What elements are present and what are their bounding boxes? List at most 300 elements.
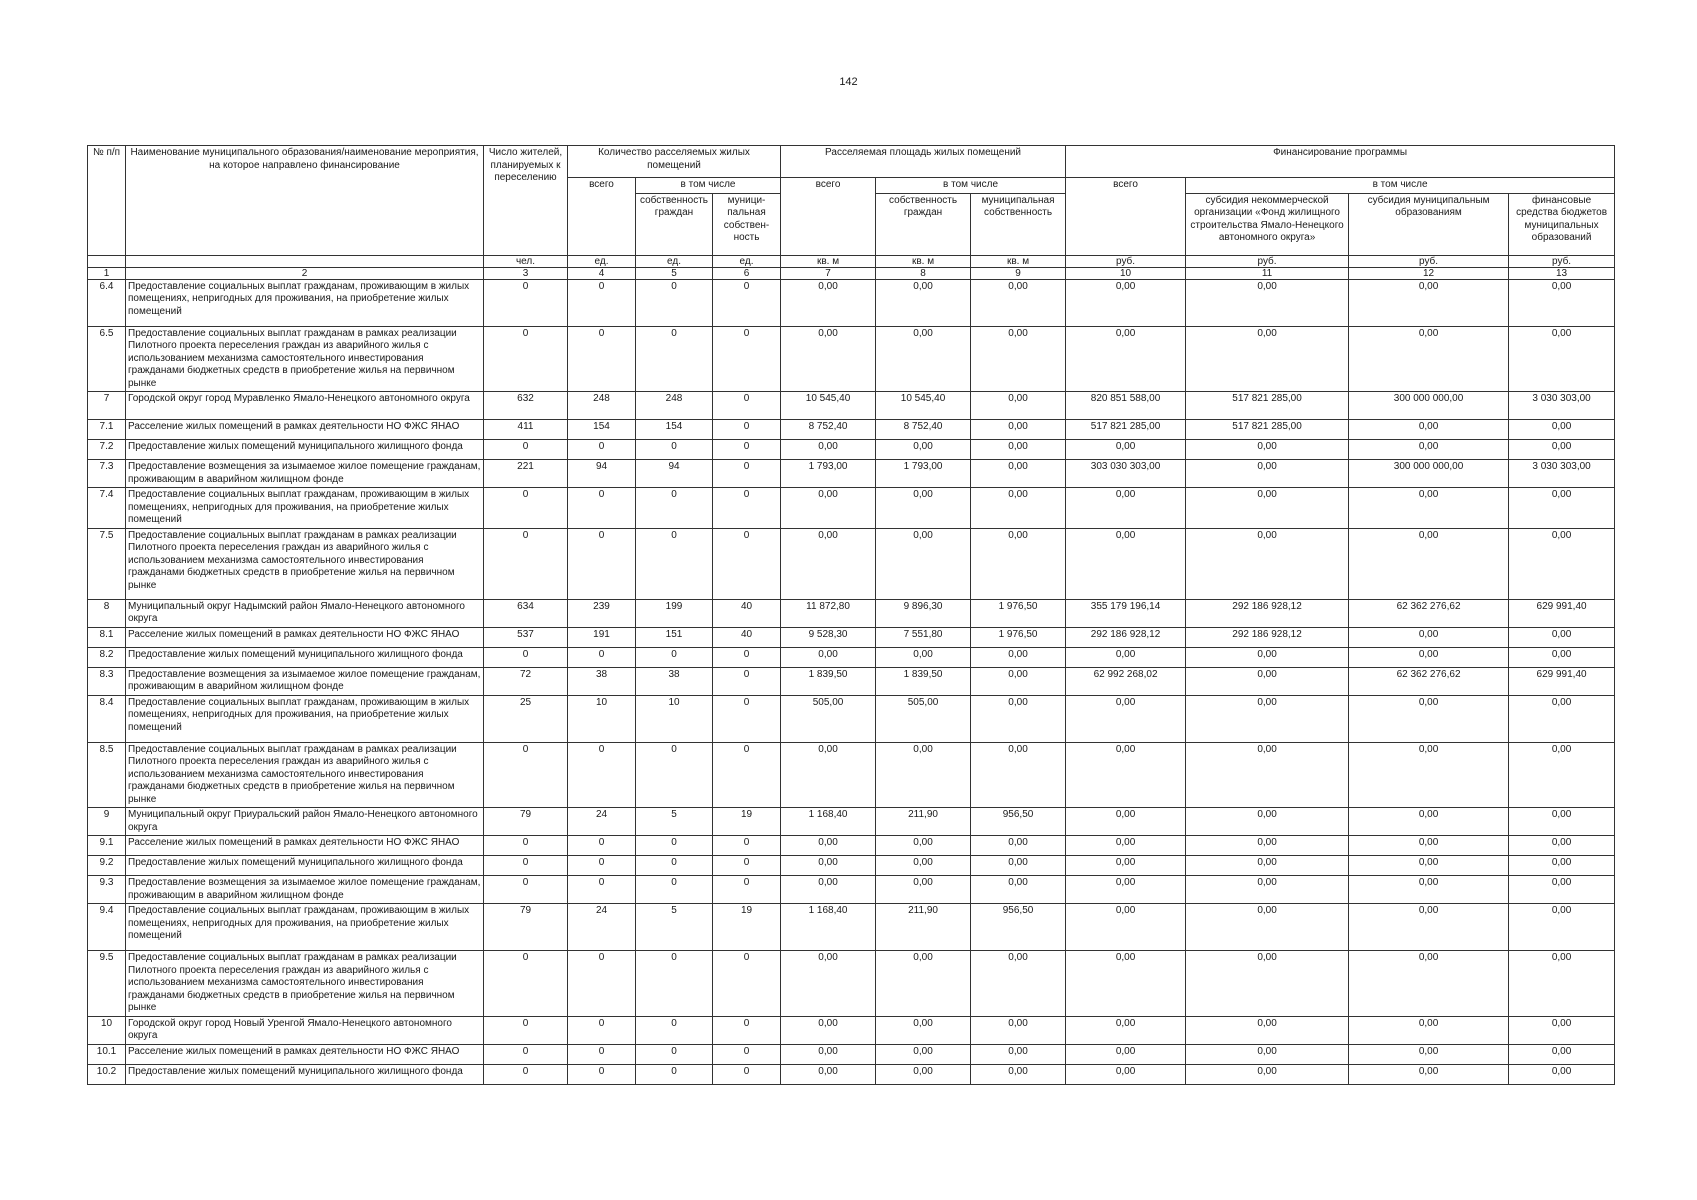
row-value: 248	[568, 392, 636, 420]
row-value: 0,00	[1066, 876, 1186, 904]
row-value: 0	[484, 1016, 568, 1044]
row-number: 9.2	[88, 856, 126, 876]
header-residents: Число жителей, планируемых к переселению	[484, 146, 568, 256]
row-value: 0,00	[1349, 951, 1509, 1017]
header-name: Наименование муниципального образования/наименование мероприятия, на которое направлено финансирование	[126, 146, 484, 256]
header-area-group: Расселяемая площадь жилых помещений	[781, 146, 1066, 178]
column-index-cell: 3	[484, 267, 568, 279]
row-value: 0,00	[971, 742, 1066, 808]
column-index-cell: 2	[126, 267, 484, 279]
units-row	[88, 255, 1615, 267]
row-value: 0,00	[1509, 420, 1615, 440]
row-number: 7.4	[88, 488, 126, 529]
row-value: 0	[568, 1044, 636, 1064]
row-value: 0,00	[1349, 528, 1509, 599]
row-value: 0	[713, 647, 781, 667]
row-value: 0,00	[1066, 528, 1186, 599]
row-value: 0	[484, 876, 568, 904]
header-subsidy-municipal: субсидия муниципальным образованиям	[1349, 193, 1509, 255]
row-value: 0,00	[781, 836, 876, 856]
row-value: 0	[713, 856, 781, 876]
header-rooms-own: собственность граждан	[636, 193, 713, 255]
row-value: 0,00	[781, 742, 876, 808]
row-value: 300 000 000,00	[1349, 460, 1509, 488]
row-value: 0,00	[781, 1064, 876, 1084]
row-value: 0,00	[1186, 1016, 1349, 1044]
row-number: 9.3	[88, 876, 126, 904]
table-row	[88, 488, 1615, 529]
row-value: 0	[636, 647, 713, 667]
row-name: Предоставление возмещения за изымаемое жилое помещение гражданам, проживающим в аварийном жилищном фонде	[126, 876, 484, 904]
row-value: 0,00	[781, 1044, 876, 1064]
row-value: 0,00	[1509, 695, 1615, 742]
row-value: 0	[713, 460, 781, 488]
row-value: 211,90	[876, 904, 971, 951]
row-value: 3 030 303,00	[1509, 392, 1615, 420]
page-number: 142	[839, 76, 858, 88]
row-value: 0	[636, 1064, 713, 1084]
table-row	[88, 392, 1615, 420]
row-value: 820 851 588,00	[1066, 392, 1186, 420]
row-value: 0,00	[1509, 856, 1615, 876]
row-value: 62 362 276,62	[1349, 599, 1509, 627]
row-value: 0,00	[1186, 647, 1349, 667]
row-value: 634	[484, 599, 568, 627]
header-rooms-including: в том числе	[636, 178, 781, 194]
row-value: 0,00	[1349, 647, 1509, 667]
row-value: 0,00	[1186, 856, 1349, 876]
row-value: 38	[636, 667, 713, 695]
row-value: 0	[484, 856, 568, 876]
row-value: 0	[568, 836, 636, 856]
table-row	[88, 420, 1615, 440]
row-value: 0,00	[1066, 856, 1186, 876]
row-value: 0,00	[1349, 695, 1509, 742]
row-value: 0,00	[1066, 742, 1186, 808]
row-value: 8 752,40	[781, 420, 876, 440]
row-value: 505,00	[781, 695, 876, 742]
row-value: 956,50	[971, 808, 1066, 836]
column-index-cell: 8	[876, 267, 971, 279]
unit-cell: кв. м	[781, 255, 876, 267]
row-value: 0,00	[971, 392, 1066, 420]
row-name: Предоставление социальных выплат гражданам, проживающим в жилых помещениях, непригодных для проживания, на приобретение жилых помещений	[126, 904, 484, 951]
row-value: 0,00	[1349, 836, 1509, 856]
row-value: 239	[568, 599, 636, 627]
row-value: 0,00	[1066, 647, 1186, 667]
row-value: 0,00	[1186, 904, 1349, 951]
row-value: 0,00	[1509, 836, 1615, 856]
row-name: Предоставление социальных выплат гражданам в рамках реализации Пилотного проекта переселения граждан из аварийного жилья с использованием механизма самостоятельного инвестирования гражданами бюджетных средств в приобретение жилья на первичном рынке	[126, 951, 484, 1017]
row-value: 11 872,80	[781, 599, 876, 627]
row-value: 0	[568, 440, 636, 460]
row-number: 6.5	[88, 326, 126, 392]
row-name: Расселение жилых помещений в рамках деятельности НО ФЖС ЯНАО	[126, 627, 484, 647]
row-name: Расселение жилых помещений в рамках деятельности НО ФЖС ЯНАО	[126, 420, 484, 440]
row-value: 0,00	[971, 695, 1066, 742]
row-name: Предоставление возмещения за изымаемое жилое помещение гражданам, проживающим в аварийном жилищном фонде	[126, 667, 484, 695]
column-index-cell: 13	[1509, 267, 1615, 279]
row-value: 0,00	[1186, 326, 1349, 392]
row-value: 0,00	[781, 488, 876, 529]
row-value: 5	[636, 808, 713, 836]
row-value: 0,00	[1186, 488, 1349, 529]
row-value: 0,00	[1349, 420, 1509, 440]
row-value: 0	[713, 326, 781, 392]
header-finance-including: в том числе	[1186, 178, 1615, 194]
row-value: 0,00	[1066, 1064, 1186, 1084]
row-value: 0	[636, 1016, 713, 1044]
row-value: 292 186 928,12	[1186, 599, 1349, 627]
row-value: 0,00	[971, 279, 1066, 326]
row-value: 0,00	[876, 326, 971, 392]
row-name: Предоставление социальных выплат гражданам, проживающим в жилых помещениях, непригодных для проживания, на приобретение жилых помещений	[126, 279, 484, 326]
row-value: 19	[713, 808, 781, 836]
row-value: 0	[636, 528, 713, 599]
row-value: 0	[713, 420, 781, 440]
row-value: 0	[484, 488, 568, 529]
row-value: 94	[636, 460, 713, 488]
header-budget-funds: финансовые средства бюджетов муниципальных образований	[1509, 193, 1615, 255]
row-value: 0,00	[876, 528, 971, 599]
table-row	[88, 279, 1615, 326]
column-index-cell: 5	[636, 267, 713, 279]
row-value: 10	[636, 695, 713, 742]
table-row	[88, 460, 1615, 488]
row-value: 0	[484, 1064, 568, 1084]
row-value: 0,00	[1066, 440, 1186, 460]
row-number: 7.3	[88, 460, 126, 488]
row-value: 0,00	[1349, 627, 1509, 647]
row-value: 0	[484, 528, 568, 599]
row-value: 0,00	[1186, 667, 1349, 695]
row-value: 0,00	[876, 1044, 971, 1064]
row-number: 8.4	[88, 695, 126, 742]
row-value: 3 030 303,00	[1509, 460, 1615, 488]
unit-cell: руб.	[1066, 255, 1186, 267]
resettlement-table	[87, 145, 1615, 1085]
row-value: 303 030 303,00	[1066, 460, 1186, 488]
row-value: 0,00	[1186, 460, 1349, 488]
row-value: 0,00	[1509, 1064, 1615, 1084]
row-value: 0,00	[1509, 1044, 1615, 1064]
row-value: 0	[713, 392, 781, 420]
row-value: 0	[484, 326, 568, 392]
row-number: 8	[88, 599, 126, 627]
row-value: 0,00	[876, 279, 971, 326]
column-index-cell: 7	[781, 267, 876, 279]
row-value: 0,00	[781, 876, 876, 904]
row-value: 0	[484, 647, 568, 667]
row-value: 505,00	[876, 695, 971, 742]
column-index-cell: 11	[1186, 267, 1349, 279]
table-row	[88, 1064, 1615, 1084]
row-value: 292 186 928,12	[1186, 627, 1349, 647]
unit-cell: ед.	[568, 255, 636, 267]
column-index-cell: 9	[971, 267, 1066, 279]
row-value: 38	[568, 667, 636, 695]
row-name: Предоставление социальных выплат гражданам в рамках реализации Пилотного проекта переселения граждан из аварийного жилья с использованием механизма самостоятельного инвестирования гражданами бюджетных средств в приобретение жилья на первичном рынке	[126, 326, 484, 392]
table-row	[88, 836, 1615, 856]
row-name: Расселение жилых помещений в рамках деятельности НО ФЖС ЯНАО	[126, 836, 484, 856]
row-value: 0	[568, 876, 636, 904]
row-value: 0,00	[781, 279, 876, 326]
header-finance-group: Финансирование программы	[1066, 146, 1615, 178]
row-value: 0	[484, 440, 568, 460]
row-number: 10	[88, 1016, 126, 1044]
header-rooms-group: Количество расселяемых жилых помещений	[568, 146, 781, 178]
row-value: 537	[484, 627, 568, 647]
row-value: 0,00	[781, 856, 876, 876]
row-value: 19	[713, 904, 781, 951]
row-value: 24	[568, 808, 636, 836]
row-value: 62 362 276,62	[1349, 667, 1509, 695]
row-number: 7.5	[88, 528, 126, 599]
unit-cell: кв. м	[876, 255, 971, 267]
row-value: 0,00	[1066, 951, 1186, 1017]
row-value: 0,00	[1186, 742, 1349, 808]
header-no: № п/п	[88, 146, 126, 256]
row-value: 0,00	[971, 876, 1066, 904]
row-value: 0,00	[1509, 326, 1615, 392]
row-value: 0,00	[1509, 904, 1615, 951]
row-value: 0,00	[1509, 951, 1615, 1017]
row-name: Предоставление жилых помещений муниципального жилищного фонда	[126, 647, 484, 667]
unit-cell: ед.	[636, 255, 713, 267]
row-value: 0	[484, 836, 568, 856]
row-value: 0,00	[1186, 836, 1349, 856]
row-number: 9.1	[88, 836, 126, 856]
row-value: 0,00	[781, 951, 876, 1017]
row-name: Предоставление жилых помещений муниципального жилищного фонда	[126, 856, 484, 876]
row-value: 0	[713, 742, 781, 808]
header-area-own: собственность граждан	[876, 193, 971, 255]
row-name: Предоставление социальных выплат гражданам, проживающим в жилых помещениях, непригодных для проживания, на приобретение жилых помещений	[126, 695, 484, 742]
row-number: 8.1	[88, 627, 126, 647]
column-index-cell: 1	[88, 267, 126, 279]
row-value: 0	[636, 279, 713, 326]
row-name: Расселение жилых помещений в рамках деятельности НО ФЖС ЯНАО	[126, 1044, 484, 1064]
header-subsidy-nko: субсидия некоммерческой организации «Фонд жилищного строительства Ямало-Ненецкого автономного округа»	[1186, 193, 1349, 255]
row-value: 0	[568, 528, 636, 599]
row-value: 517 821 285,00	[1066, 420, 1186, 440]
row-value: 0	[636, 742, 713, 808]
row-value: 0	[568, 951, 636, 1017]
row-value: 10 545,40	[876, 392, 971, 420]
row-name: Муниципальный округ Надымский район Ямало-Ненецкого автономного округа	[126, 599, 484, 627]
row-value: 0,00	[1509, 808, 1615, 836]
row-value: 0,00	[1349, 1064, 1509, 1084]
row-value: 0,00	[1509, 528, 1615, 599]
row-value: 0	[713, 1044, 781, 1064]
row-name: Предоставление социальных выплат гражданам, проживающим в жилых помещениях, непригодных для проживания, на приобретение жилых помещений	[126, 488, 484, 529]
row-value: 0,00	[876, 836, 971, 856]
row-value: 0	[568, 647, 636, 667]
row-value: 0,00	[1349, 876, 1509, 904]
row-value: 0	[713, 440, 781, 460]
row-value: 62 992 268,02	[1066, 667, 1186, 695]
row-number: 9.4	[88, 904, 126, 951]
row-value: 0	[568, 488, 636, 529]
table-row	[88, 742, 1615, 808]
row-number: 10.2	[88, 1064, 126, 1084]
row-value: 0,00	[1349, 742, 1509, 808]
row-value: 1 976,50	[971, 627, 1066, 647]
row-value: 1 793,00	[781, 460, 876, 488]
column-index-cell: 10	[1066, 267, 1186, 279]
row-value: 0,00	[1186, 279, 1349, 326]
row-value: 0,00	[971, 1064, 1066, 1084]
row-number: 7.1	[88, 420, 126, 440]
row-value: 0	[484, 1044, 568, 1064]
row-value: 0	[636, 856, 713, 876]
row-value: 0,00	[971, 667, 1066, 695]
row-value: 0,00	[1186, 528, 1349, 599]
row-value: 248	[636, 392, 713, 420]
table-row	[88, 326, 1615, 392]
row-value: 0,00	[1186, 951, 1349, 1017]
row-value: 40	[713, 599, 781, 627]
unit-cell: ед.	[713, 255, 781, 267]
row-value: 0	[484, 951, 568, 1017]
row-value: 0,00	[1066, 1016, 1186, 1044]
table-row	[88, 695, 1615, 742]
row-value: 7 551,80	[876, 627, 971, 647]
row-number: 8.5	[88, 742, 126, 808]
table-row	[88, 528, 1615, 599]
row-value: 0,00	[1066, 808, 1186, 836]
table-row	[88, 856, 1615, 876]
row-value: 0	[568, 279, 636, 326]
row-value: 0	[568, 856, 636, 876]
row-value: 0,00	[1509, 440, 1615, 460]
row-value: 0,00	[781, 1016, 876, 1044]
row-value: 0,00	[971, 647, 1066, 667]
row-value: 0	[636, 326, 713, 392]
row-value: 79	[484, 904, 568, 951]
row-number: 8.3	[88, 667, 126, 695]
row-value: 0,00	[1509, 742, 1615, 808]
row-value: 0,00	[971, 1016, 1066, 1044]
row-value: 72	[484, 667, 568, 695]
row-value: 0,00	[971, 836, 1066, 856]
row-value: 0,00	[876, 488, 971, 529]
row-value: 10	[568, 695, 636, 742]
row-value: 355 179 196,14	[1066, 599, 1186, 627]
table-row	[88, 876, 1615, 904]
row-value: 0,00	[1066, 836, 1186, 856]
row-value: 0,00	[876, 742, 971, 808]
row-value: 0,00	[1066, 279, 1186, 326]
row-value: 0,00	[1349, 1044, 1509, 1064]
row-value: 0	[484, 742, 568, 808]
row-value: 0,00	[971, 326, 1066, 392]
row-value: 0	[713, 279, 781, 326]
row-value: 411	[484, 420, 568, 440]
row-value: 0,00	[1349, 904, 1509, 951]
row-value: 1 168,40	[781, 904, 876, 951]
row-name: Предоставление жилых помещений муниципального жилищного фонда	[126, 440, 484, 460]
row-value: 0,00	[1349, 440, 1509, 460]
row-value: 0,00	[876, 876, 971, 904]
table-row	[88, 1044, 1615, 1064]
row-value: 0	[713, 667, 781, 695]
row-value: 154	[568, 420, 636, 440]
row-value: 0,00	[1509, 279, 1615, 326]
column-index-cell: 12	[1349, 267, 1509, 279]
row-value: 0,00	[1509, 647, 1615, 667]
row-value: 0,00	[1509, 1016, 1615, 1044]
row-value: 0,00	[876, 951, 971, 1017]
row-name: Муниципальный округ Приуральский район Ямало-Ненецкого автономного округа	[126, 808, 484, 836]
row-value: 0,00	[971, 1044, 1066, 1064]
row-value: 0,00	[781, 528, 876, 599]
row-value: 632	[484, 392, 568, 420]
row-value: 0,00	[1349, 856, 1509, 876]
row-value: 0,00	[1186, 1064, 1349, 1084]
row-number: 8.2	[88, 647, 126, 667]
row-value: 0,00	[1066, 695, 1186, 742]
table-row	[88, 1016, 1615, 1044]
row-value: 0,00	[781, 326, 876, 392]
row-value: 0	[484, 279, 568, 326]
row-value: 0,00	[1186, 1044, 1349, 1064]
row-value: 0,00	[971, 420, 1066, 440]
row-value: 0	[713, 488, 781, 529]
header-area-municipal: муниципальная собственность	[971, 193, 1066, 255]
row-value: 0	[713, 1064, 781, 1084]
row-value: 191	[568, 627, 636, 647]
row-value: 79	[484, 808, 568, 836]
row-name: Предоставление социальных выплат гражданам в рамках реализации Пилотного проекта переселения граждан из аварийного жилья с использованием механизма самостоятельного инвестирования гражданами бюджетных средств в приобретение жилья на первичном рынке	[126, 528, 484, 599]
row-value: 0,00	[971, 440, 1066, 460]
row-value: 0	[568, 1064, 636, 1084]
row-value: 1 168,40	[781, 808, 876, 836]
row-value: 211,90	[876, 808, 971, 836]
row-value: 9 896,30	[876, 599, 971, 627]
row-value: 0	[636, 1044, 713, 1064]
unit-cell: руб.	[1186, 255, 1349, 267]
row-value: 0,00	[1349, 1016, 1509, 1044]
row-value: 0,00	[1066, 1044, 1186, 1064]
row-value: 1 839,50	[876, 667, 971, 695]
row-value: 0	[713, 528, 781, 599]
row-value: 0	[713, 695, 781, 742]
header-area-including: в том числе	[876, 178, 1066, 194]
row-value: 10 545,40	[781, 392, 876, 420]
row-value: 1 839,50	[781, 667, 876, 695]
row-value: 0,00	[1186, 808, 1349, 836]
unit-cell: руб.	[1349, 255, 1509, 267]
row-value: 154	[636, 420, 713, 440]
row-number: 9	[88, 808, 126, 836]
column-index-row	[88, 267, 1615, 279]
row-number: 6.4	[88, 279, 126, 326]
row-value: 0	[713, 1016, 781, 1044]
row-value: 151	[636, 627, 713, 647]
row-value: 0,00	[1349, 279, 1509, 326]
row-value: 0,00	[971, 460, 1066, 488]
row-value: 221	[484, 460, 568, 488]
row-value: 0,00	[781, 440, 876, 460]
row-value: 0,00	[781, 647, 876, 667]
row-value: 517 821 285,00	[1186, 392, 1349, 420]
row-value: 629 991,40	[1509, 599, 1615, 627]
row-value: 0,00	[1066, 326, 1186, 392]
header-rooms-municipal: муници-пальная собствен-ность	[713, 193, 781, 255]
row-value: 0,00	[971, 856, 1066, 876]
row-value: 0,00	[1509, 876, 1615, 904]
